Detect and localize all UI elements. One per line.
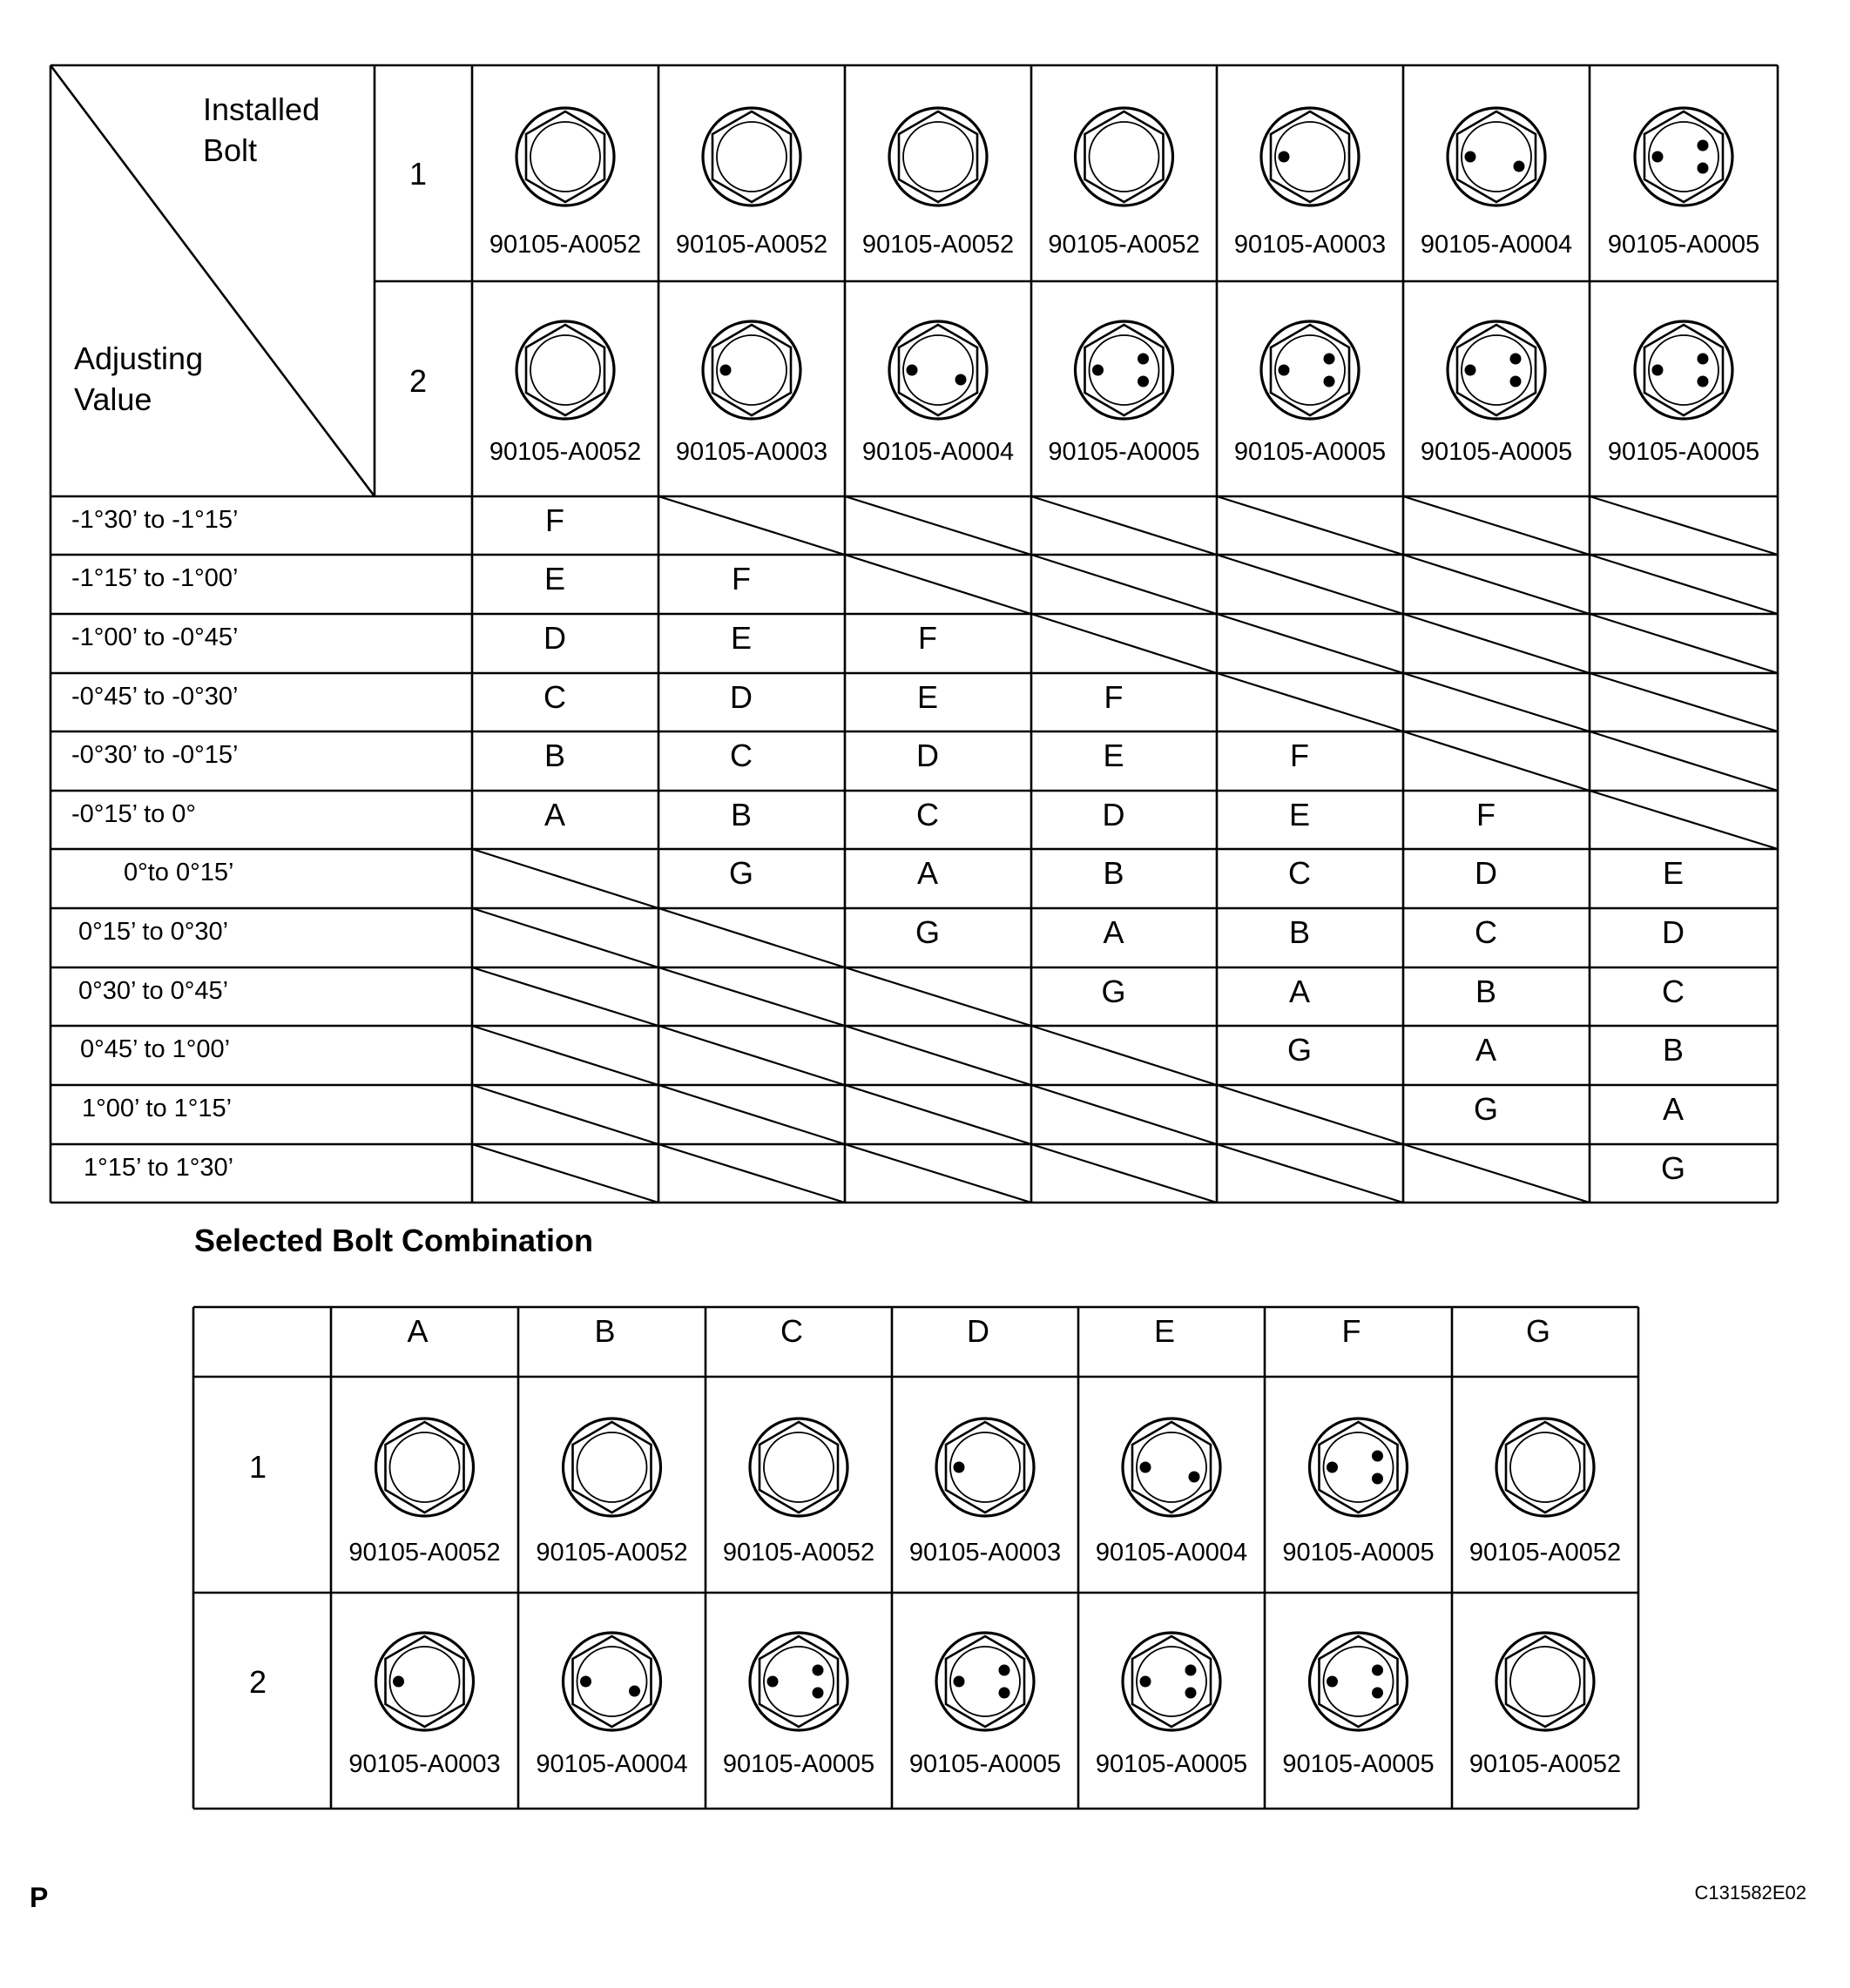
adjusting-range-label: -0°45’ to -0°30’ [71,683,239,711]
not-applicable-diagonal [1590,555,1778,614]
bolt-hexagon [526,325,604,415]
bolt-mark-dot [1372,1473,1383,1485]
part-number: 90105-A0052 [489,231,642,259]
adjusting-range-label: 0°30’ to 0°45’ [78,977,229,1005]
combination-letter: B [1662,1032,1685,1068]
not-applicable-diagonal [845,1085,1031,1144]
bolt-mark-dot [1465,152,1476,163]
selected-combination-title: Selected Bolt Combination [194,1223,594,1258]
combo-bolt-row1 [936,1419,1034,1516]
combination-letter: A [1103,914,1124,950]
bolt-inner-circle [764,1432,834,1502]
not-applicable-diagonal [1217,555,1403,614]
part-number: 90105-A0003 [675,438,828,466]
combination-letter: C [1475,914,1497,950]
not-applicable-diagonal [1590,614,1778,673]
part-number: 90105-A0003 [908,1539,1062,1567]
bolt-mark-dot [767,1676,779,1688]
not-applicable-diagonal [1403,496,1590,555]
part-number: 90105-A0005 [1048,438,1200,466]
combo-bolt-row2 [1123,1633,1220,1730]
installed-bolt-row2 [1076,321,1173,419]
bolt-hexagon [899,111,977,202]
bolt-mark-dot [1510,354,1522,365]
installed-bolt-row1 [517,108,614,206]
combination-letter: F [545,502,564,538]
bolt-hexagon [1085,111,1164,202]
combo-bolt-row1 [750,1419,847,1516]
installed-bolt-row1 [1261,108,1359,206]
part-number: 90105-A0005 [1095,1750,1248,1778]
not-applicable-diagonal [472,1026,658,1085]
bolt-mark-dot [1140,1676,1151,1688]
installed-bolt-row1 [889,108,987,206]
bolt-hexagon [526,111,604,202]
bolt-hexagon [760,1422,838,1513]
combination-letter: E [916,679,939,715]
bolt-mark-dot [1698,140,1709,152]
combination-letter: C [1662,974,1685,1009]
not-applicable-diagonal [658,1144,845,1203]
not-applicable-diagonal [1217,614,1403,673]
not-applicable-diagonal [845,1026,1031,1085]
part-number: 90105-A0004 [1095,1539,1248,1567]
combination-letter: G [1473,1091,1499,1127]
part-number: 90105-A0052 [536,1539,688,1567]
combination-letter: B [544,738,566,773]
part-number: 90105-A0052 [722,1539,875,1567]
bolt-mark-dot [955,374,967,386]
combination-letter: G [1286,1032,1313,1068]
bolt-mark-dot [1372,1451,1383,1462]
combo-bolt-row1 [1123,1419,1220,1516]
bolt-inner-circle [577,1432,647,1502]
not-applicable-diagonal [1590,731,1778,791]
bolt-inner-circle [903,122,973,192]
not-applicable-diagonal [658,967,845,1026]
combination-letter: B [1475,974,1497,1009]
combination-letter: B [1288,914,1311,950]
combo-bolt-row1 [1496,1419,1594,1516]
bolt-mark-dot [1189,1472,1200,1483]
adjusting-value-label: Value [74,381,152,417]
bolt-mark-dot [1327,1462,1338,1473]
bolt-hexagon [1506,1422,1584,1513]
part-number: 90105-A0005 [1233,438,1387,466]
not-applicable-diagonal [1217,496,1403,555]
combo-bolt-row1 [564,1419,661,1516]
bolt-hexagon [573,1422,652,1513]
installed-bolt-row2 [1635,321,1732,419]
part-number: 90105-A0005 [908,1750,1062,1778]
bolt-mark-dot [954,1676,965,1688]
not-applicable-diagonal [1031,1144,1217,1203]
bolt-mark-dot [1185,1688,1197,1699]
part-number: 90105-A0052 [348,1539,501,1567]
bolt-mark-dot [720,365,732,376]
not-applicable-diagonal [1031,614,1217,673]
bolt-inner-circle [530,335,600,405]
installed-bolt-row2 [1448,321,1545,419]
bolt-mark-dot [813,1665,824,1676]
part-number: 90105-A0005 [1607,438,1760,466]
header-diagonal [51,65,375,496]
part-number: 90105-A0052 [1048,231,1200,259]
bolt-mark-dot [907,365,918,376]
combination-letter: G [1101,974,1126,1009]
not-applicable-diagonal [845,555,1031,614]
combination-column-letter: C [780,1313,803,1349]
combo-row-1-label: 1 [248,1449,267,1485]
combination-letter: F [1476,797,1496,832]
not-applicable-diagonal [1217,673,1403,731]
bolt-mark-dot [1324,376,1335,387]
bolt-mark-dot [1138,376,1149,387]
part-number: 90105-A0005 [1420,438,1573,466]
not-applicable-diagonal [658,908,845,967]
part-number: 90105-A0052 [1469,1539,1622,1567]
not-applicable-diagonal [1217,1144,1403,1203]
combination-letter: G [1660,1150,1686,1186]
not-applicable-diagonal [1031,496,1217,555]
bolt-mark-dot [1465,365,1476,376]
adjusting-range-label: -1°30’ to -1°15’ [71,506,239,534]
bolt-mark-dot [1510,376,1522,387]
part-number: 90105-A0052 [489,438,642,466]
bolt-mark-dot [999,1688,1010,1699]
combination-column-letter: B [594,1313,616,1349]
not-applicable-diagonal [845,1144,1031,1203]
combination-letter: D [730,679,753,715]
combo-bolt-row2 [1496,1633,1594,1730]
bolt-mark-dot [1698,354,1709,365]
bolt-mark-dot [1698,163,1709,174]
combination-letter: E [1103,738,1124,773]
part-number: 90105-A0005 [1282,1750,1435,1778]
adjusting-range-label: 1°15’ to 1°30’ [84,1154,234,1182]
part-number: 90105-A0005 [1282,1539,1435,1567]
installed-bolt-row1 [703,108,800,206]
bolt-hexagon [386,1422,464,1513]
not-applicable-diagonal [472,908,658,967]
not-applicable-diagonal [845,496,1031,555]
installed-bolt-row1 [1448,108,1545,206]
combo-bolt-row2 [936,1633,1034,1730]
bolt-mark-dot [393,1676,404,1688]
combination-letter: C [544,679,566,715]
installed-bolt-label: Installed [203,91,321,127]
part-number: 90105-A0052 [861,231,1015,259]
combination-letter: E [1288,797,1311,832]
not-applicable-diagonal [1031,1085,1217,1144]
adjusting-range-label: -0°15’ to 0° [71,800,197,828]
combo-bolt-row1 [376,1419,474,1516]
installed-bolt-row2 [517,321,614,419]
figure-id: C131582E02 [1694,1882,1806,1904]
not-applicable-diagonal [845,967,1031,1026]
adjusting-range-label: -1°00’ to -0°45’ [71,623,239,651]
bolt-mark-dot [580,1676,591,1688]
combination-letter: F [1290,738,1309,773]
not-applicable-diagonal [1403,614,1590,673]
bolt-mark-dot [1698,376,1709,387]
combo-bolt-row2 [564,1633,661,1730]
combination-letter: B [1103,855,1124,891]
not-applicable-diagonal [472,967,658,1026]
combination-letter: B [730,797,753,832]
bolt-mark-dot [999,1665,1010,1676]
adjusting-range-label: 0°to 0°15’ [124,859,234,886]
combination-letter: E [544,561,566,596]
part-number: 90105-A0004 [536,1750,688,1778]
combination-letter: G [915,914,941,950]
part-number: 90105-A0005 [722,1750,875,1778]
not-applicable-diagonal [1403,673,1590,731]
combination-letter: D [544,620,566,656]
combination-letter: A [916,855,939,891]
not-applicable-diagonal [1031,555,1217,614]
installed-bolt-row2 [1261,321,1359,419]
combination-letter: D [1662,914,1685,950]
combination-letter: E [730,620,753,656]
combination-letter: F [732,561,751,596]
combination-letter: A [1662,1091,1685,1127]
bolt-hexagon [712,111,791,202]
footer-code: P [30,1882,49,1913]
not-applicable-diagonal [1403,731,1590,791]
installed-bolt-row2 [889,321,987,419]
bolt-mark-dot [1372,1688,1383,1699]
installed-row-2-label: 2 [408,363,428,399]
part-number: 90105-A0004 [861,438,1015,466]
not-applicable-diagonal [1590,791,1778,849]
bolt-mark-dot [1279,365,1290,376]
bolt-mark-dot [1185,1665,1197,1676]
combination-letter: F [1104,679,1124,715]
not-applicable-diagonal [472,849,658,908]
not-applicable-diagonal [1590,496,1778,555]
bolt-mark-dot [1324,354,1335,365]
adjusting-range-label: 1°00’ to 1°15’ [82,1095,233,1122]
bolt-mark-dot [1327,1676,1338,1688]
bolt-inner-circle [1090,122,1159,192]
bolt-mark-dot [1652,365,1664,376]
combination-letter: G [728,855,754,891]
adjusting-value-label: Adjusting [74,340,204,376]
combination-column-letter: A [407,1313,429,1349]
bolt-inner-circle [1510,1432,1580,1502]
bolt-inner-circle [717,122,787,192]
combination-letter: C [730,738,753,773]
combo-bolt-row2 [376,1633,474,1730]
bolt-mark-dot [1279,152,1290,163]
installed-bolt-label: Bolt [203,132,258,168]
part-number: 90105-A0003 [348,1750,501,1778]
part-number: 90105-A0005 [1607,231,1760,259]
bolt-mark-dot [629,1686,640,1697]
combination-letter: C [916,797,939,832]
part-number: 90105-A0004 [1420,231,1573,259]
adjusting-range-label: -1°15’ to -1°00’ [71,564,239,592]
combination-letter: D [1102,797,1125,832]
installed-bolt-row1 [1076,108,1173,206]
combination-letter: A [1288,974,1311,1009]
combination-column-letter: E [1153,1313,1176,1349]
combination-letter: F [918,620,937,656]
bolt-inner-circle [530,122,600,192]
adjusting-range-label: 0°15’ to 0°30’ [78,918,229,946]
bolt-inner-circle [390,1432,460,1502]
bolt-mark-dot [1372,1665,1383,1676]
installed-bolt-row2 [703,321,800,419]
bolt-mark-dot [1652,152,1664,163]
part-number: 90105-A0052 [1469,1750,1622,1778]
bolt-mark-dot [813,1688,824,1699]
combination-column-letter: G [1525,1313,1551,1349]
not-applicable-diagonal [658,1026,845,1085]
not-applicable-diagonal [1403,555,1590,614]
not-applicable-diagonal [1403,1144,1590,1203]
not-applicable-diagonal [472,1144,658,1203]
combination-column-letter: D [967,1313,989,1349]
bolt-mark-dot [1092,365,1104,376]
part-number: 90105-A0052 [675,231,828,259]
combination-letter: A [544,797,566,832]
combo-bolt-row2 [1310,1633,1408,1730]
adjusting-range-label: -0°30’ to -0°15’ [71,741,239,769]
bolt-mark-dot [1140,1462,1151,1473]
combo-bolt-row2 [750,1633,847,1730]
not-applicable-diagonal [658,1085,845,1144]
installed-row-1-label: 1 [408,156,428,192]
not-applicable-diagonal [658,496,845,555]
combination-letter: A [1475,1032,1497,1068]
not-applicable-diagonal [1590,673,1778,731]
combo-bolt-row1 [1310,1419,1408,1516]
bolt-mark-dot [1138,354,1149,365]
part-number: 90105-A0003 [1233,231,1387,259]
bolt-hexagon [1506,1636,1584,1727]
not-applicable-diagonal [472,1085,658,1144]
bolt-mark-dot [1514,161,1525,172]
bolt-inner-circle [1510,1647,1580,1716]
installed-bolt-row1 [1635,108,1732,206]
combination-letter: D [916,738,939,773]
bolt-mark-dot [954,1462,965,1473]
combination-letter: C [1288,855,1311,891]
not-applicable-diagonal [1217,1085,1403,1144]
combination-letter: E [1662,855,1685,891]
combination-letter: D [1475,855,1497,891]
adjusting-range-label: 0°45’ to 1°00’ [80,1035,231,1063]
combination-column-letter: F [1341,1313,1361,1349]
combo-row-2-label: 2 [248,1664,267,1700]
not-applicable-diagonal [1031,1026,1217,1085]
